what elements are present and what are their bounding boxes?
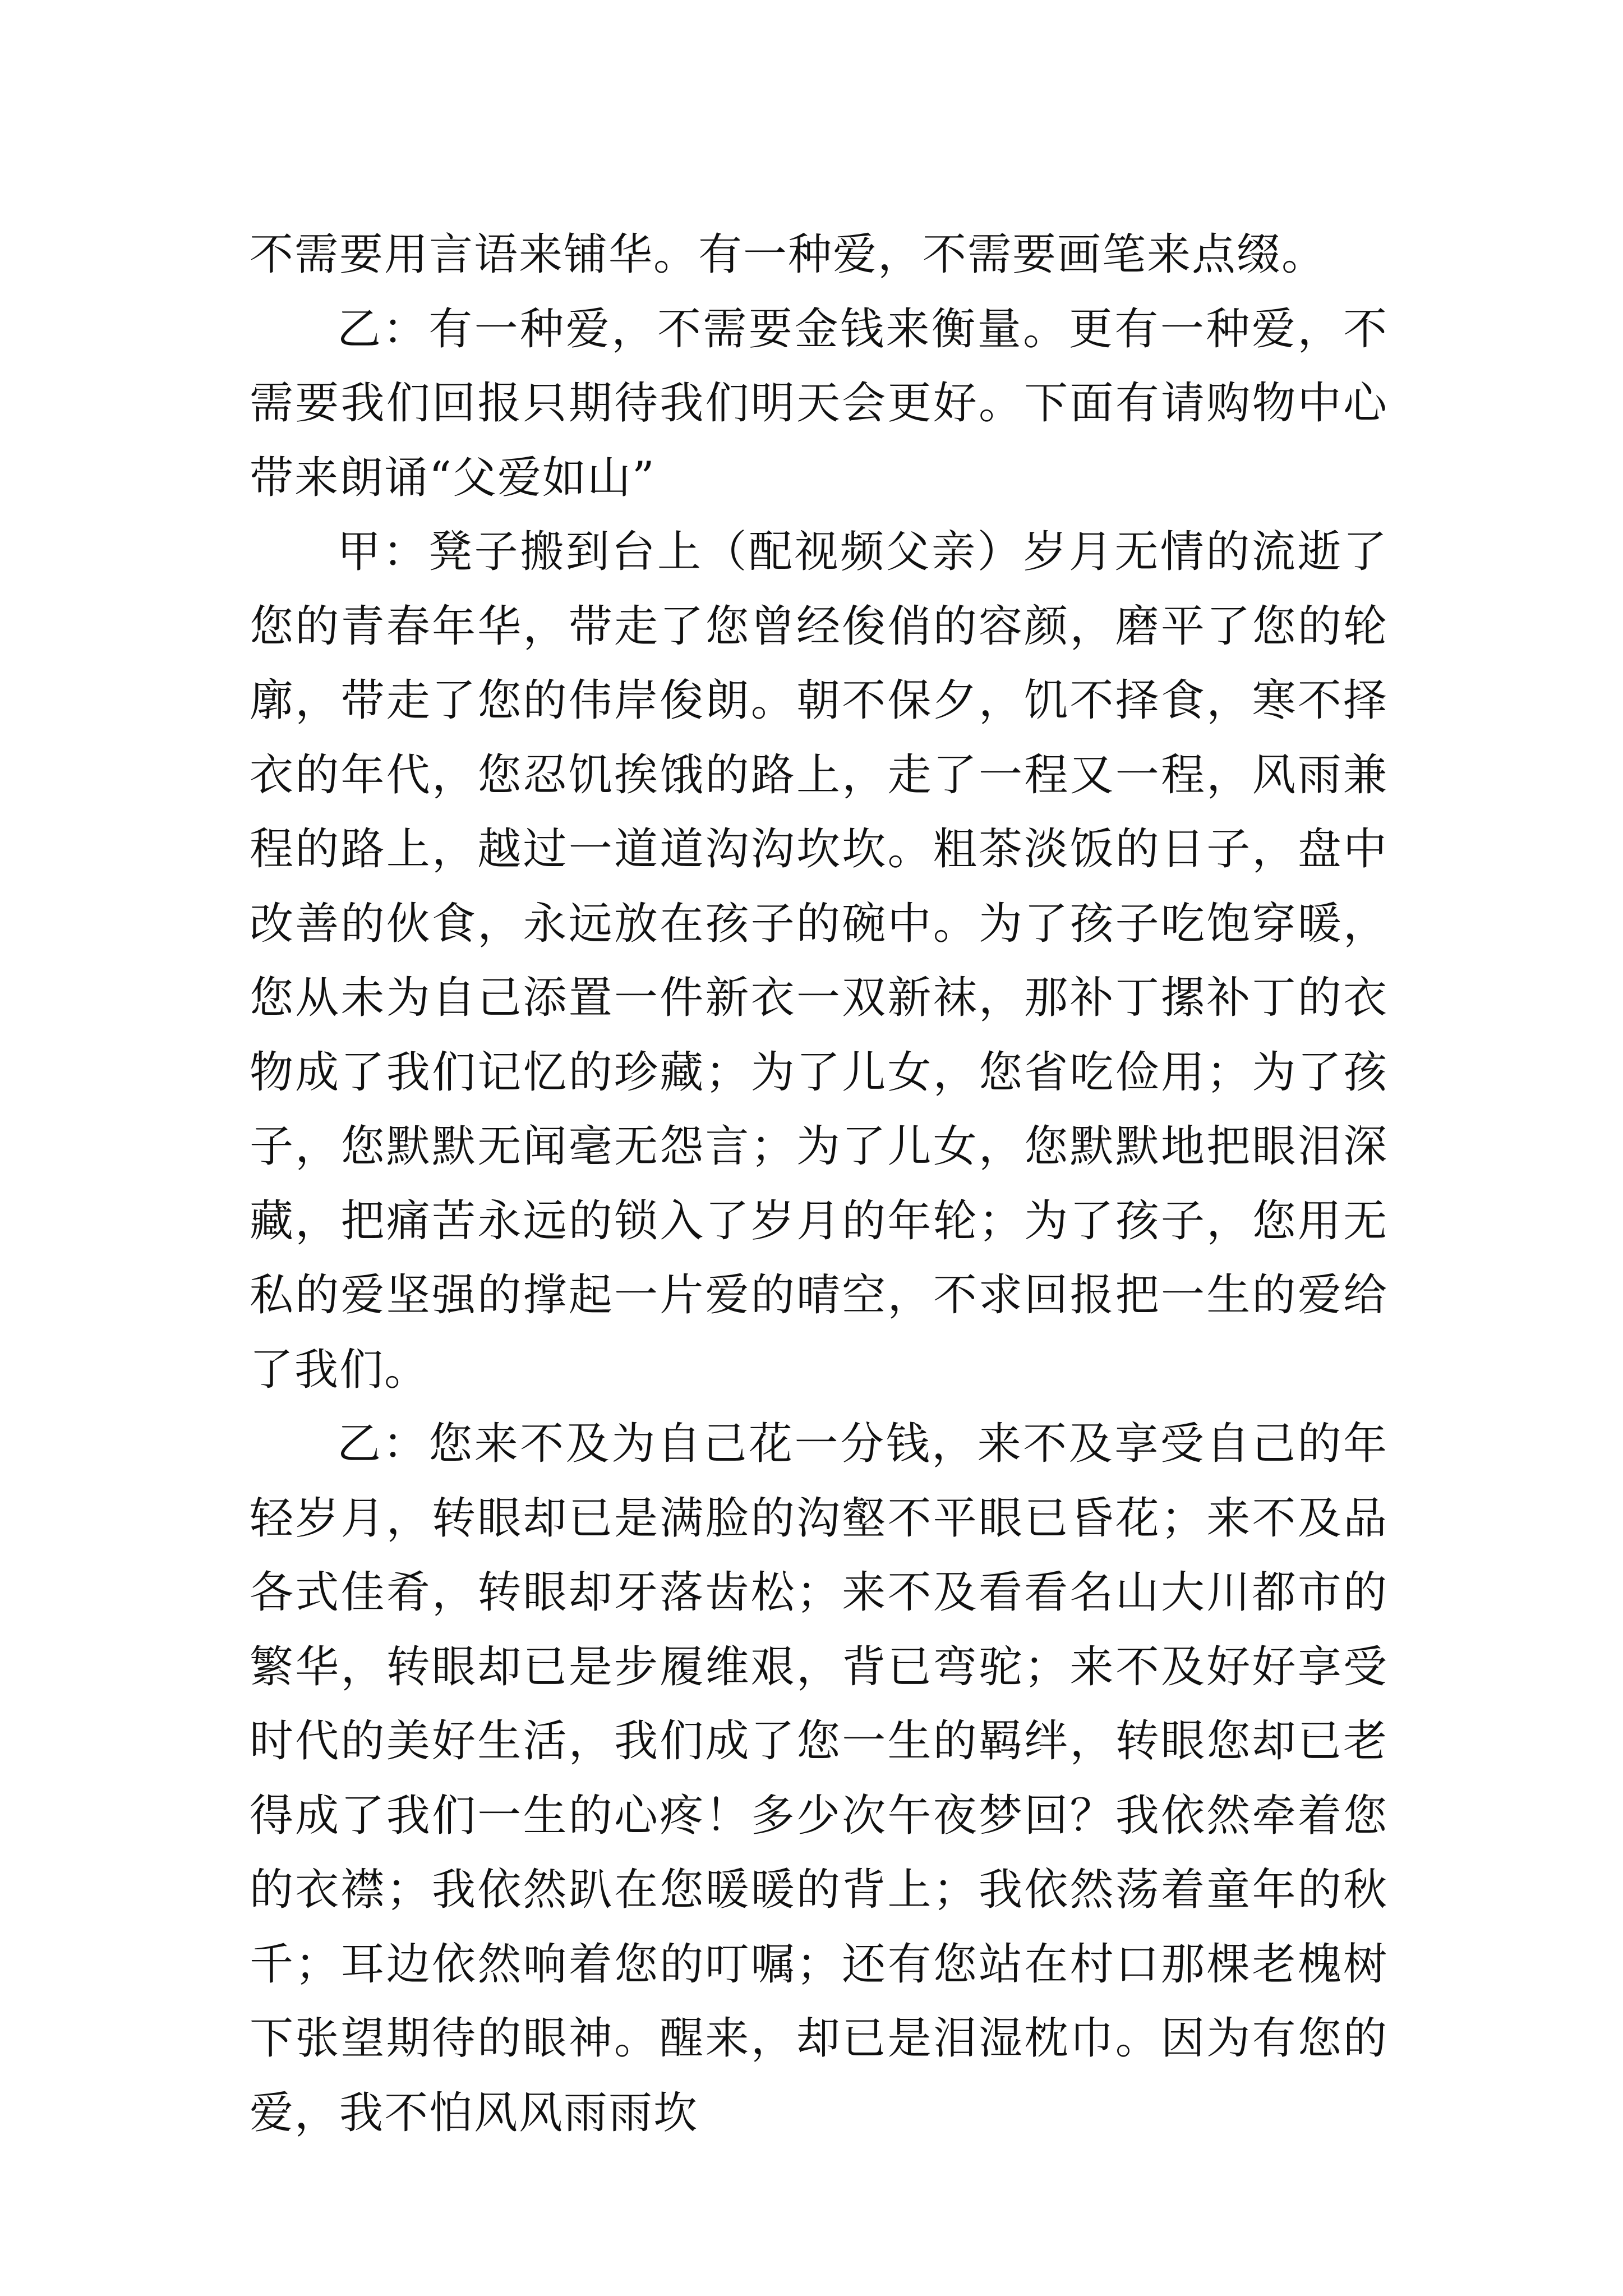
body-text	[250, 218, 1388, 2150]
paragraph-1: 不需要用言语来铺华。有一种爱，不需要画笔来点缀。	[250, 229, 1327, 280]
paragraph-3: 甲：凳子搬到台上（配视频父亲）岁月无情的流逝了您的青春年华，带走了您曾经俊俏的容颜，磨平了您的轮廓，带走了您的伟岸俊朗。朝不保夕，饥不择食，寒不择衣的年代，您忍饥挨饿的路上，走了一程又一程，风雨兼程的路上，越过一道道沟沟坎坎。粗茶淡饭的日子，盘中改善的伙食，永远放在孩子的碗中。为了孩子吃饱穿暖，您从未为自己添置一件新衣一双新袜，那补丁摞补丁的衣物成了我们记忆的珍藏；为了儿女，您省吃俭用；为了孩子，您默默无闻毫无怨言；为了儿女，您默默地把眼泪深藏，把痛苦永远的锁入了岁月的年轮；为了孩子，您用无私的爱坚强的撑起一片爱的晴空，不求回报把一生的爱给了我们。	[250, 527, 1388, 1395]
paragraph-4: 乙：您来不及为自己花一分钱，来不及享受自己的年轻岁月，转眼却已是满脸的沟壑不平眼已昏花；来不及品各式佳肴，转眼却牙落齿松；来不及看看名山大川都市的繁华，转眼却已是步履维艰，背已弯驼；来不及好好享受时代的美好生活，我们成了您一生的羁绊，转眼您却已老得成了我们一生的心疼！多少次午夜梦回？我依然牵着您的衣襟；我依然趴在您暖暖的背上；我依然荡着童年的秋千；耳边依然响着您的叮嘱；还有您站在村口那棵老槐树下张望期待的眼神。醒来，却已是泪湿枕巾。因为有您的爱，我不怕风风雨雨坎	[250, 1419, 1388, 2138]
paragraph-2: 乙：有一种爱，不需要金钱来衡量。更有一种爱，不需要我们回报只期待我们明天会更好。下面有请购物中心带来朗诵“父爱如山”	[250, 303, 1388, 503]
